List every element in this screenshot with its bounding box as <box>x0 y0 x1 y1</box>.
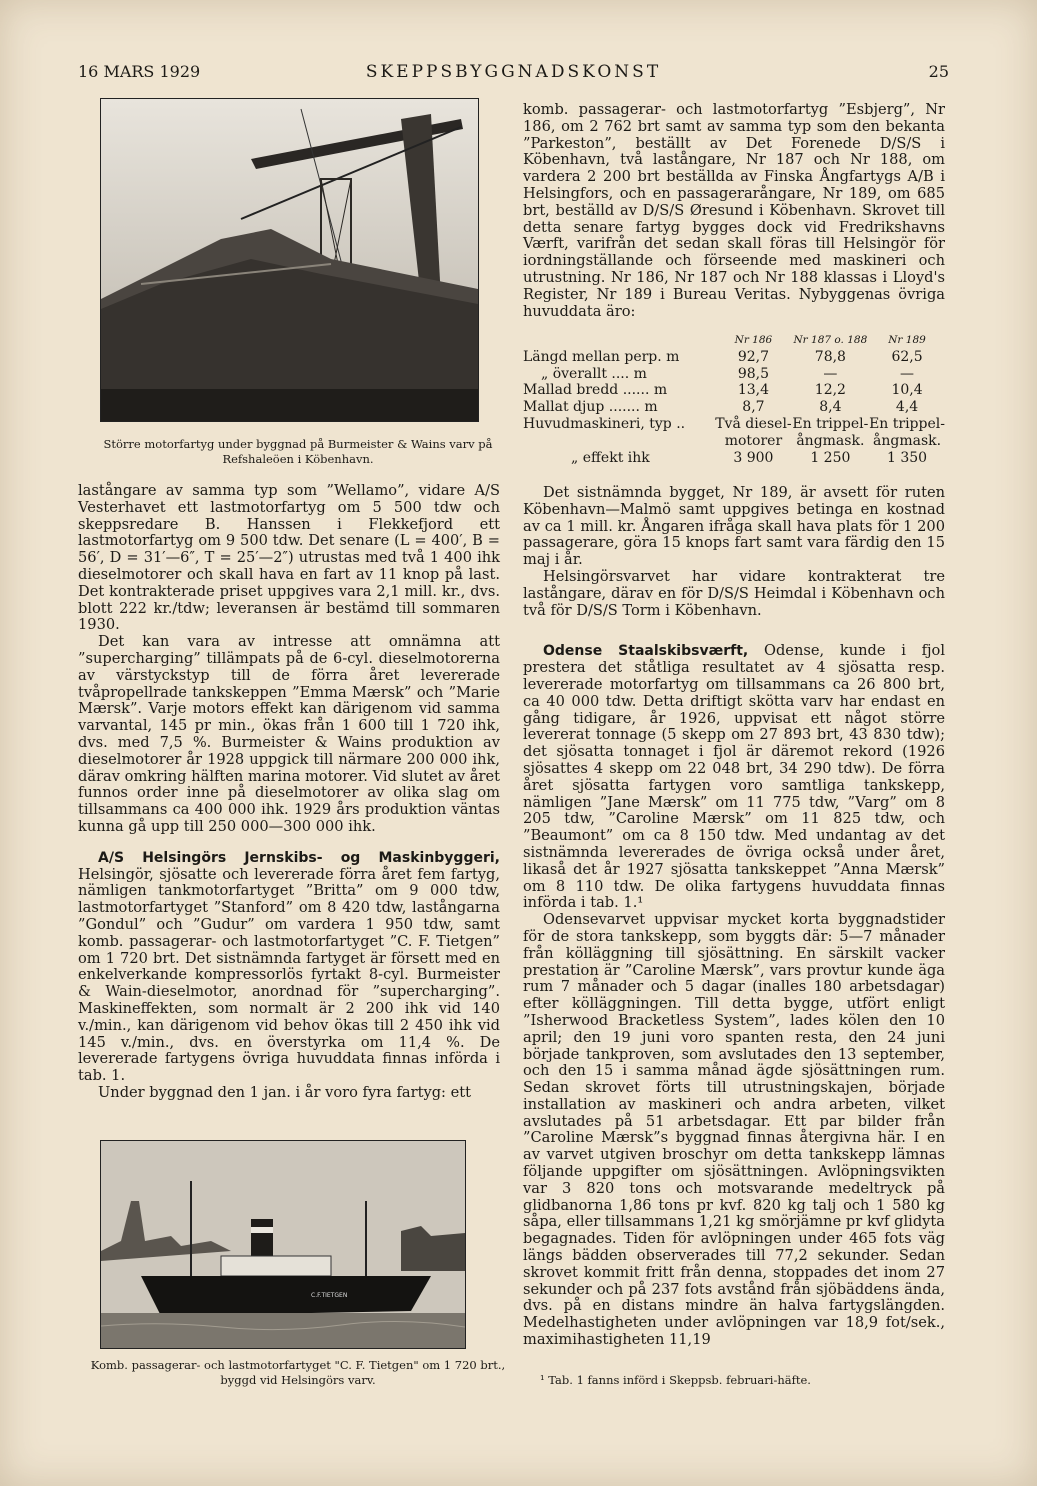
shipyard-illustration <box>101 99 478 421</box>
table-row <box>523 450 945 467</box>
table-row <box>523 382 945 399</box>
table-cell: 92,7 <box>737 348 770 365</box>
table-cell: motorer <box>724 432 783 449</box>
table-cell: Längd mellan perp. m <box>523 348 680 365</box>
table-cell: ångmask. <box>796 432 865 449</box>
left-paragraph-2: Det kan vara av intresse att omnämna att ”supercharging” tillämpats på de 6-cyl. dieselmotorerna av värstyckstyp till de förra året levererade tvåpropellrade tankskeppen ”Emma Mærsk” och ”Marie Mærsk”. Varje motors effekt kan därigenom vid samma varvantal, 145 pr min., ökas från 1 600 till 1 720 ihk, dvs. med 7,5 %. Burmeister & Wains produktion av dieselmotorer år 1928 uppgick till närmare 200 000 ihk, därav omkring hälften marina motorer. Vid slutet av året funnos order inne på dieselmotorer av olika slag om tillsammans ca 400 000 ihk. 1929 års produktion väntas kunna gå upp till 250 000—300 000 ihk. <box>78 633 500 835</box>
shipyard-photo <box>100 98 479 422</box>
issue-date: 16 MARS 1929 <box>78 62 201 81</box>
photo2-caption-line1: Komb. passagerar- och lastmotorfartyget "C. F. Tietgen" om 1 720 brt., <box>90 1358 506 1372</box>
table-cell: 12,2 <box>814 382 846 399</box>
right-column-bottom <box>523 485 945 1349</box>
ship-hull-name: C.F.TIETGEN <box>311 1292 348 1299</box>
table-cell: „ effekt ihk <box>571 449 650 466</box>
photo2-caption-line2: byggd vid Helsingörs varv. <box>220 1373 376 1387</box>
photo1-caption-line1: Större motorfartyg under byggnad på Burmeister & Wains varv på <box>103 437 493 451</box>
table-row <box>523 416 945 433</box>
table-cell: — <box>823 365 838 382</box>
odense-text: Odense, kunde i fjol prestera det ståtliga resultatet av 4 sjösatta resp. levererade motorfartyg om tillsammans ca 26 800 brt, ca 40 000 tdw. Detta driftigt skötta varv har endast en gång tidigare, år 1926, uppvisat ett något större levererat tonnage (5 skepp om 27 893 brt, 43 830 tdw); det sjösatta tonnaget i fjol är däremot rekord (1926 sjösattes 4 skepp om 22 048 brt, 34 290 tdw). De förra året sjösatta fartygen voro samtliga tankskepp, nämligen ”Jane Mærsk” om 11 775 tdw, ”Varg” om 8 205 tdw, ”Caroline Mærsk” om 11 825 tdw, och ”Beaumont” om ca 8 150 tdw. Med undantag av det sistnämnda levererades de övriga också under året, likaså det år 1927 sjösatta tankskeppet ”Anna Mærsk” om 8 110 tdw. De olika fartygens huvuddata finnas införda i tab. 1.¹ <box>523 642 945 912</box>
left-paragraph-1: lastångare av samma typ som ”Wellamo”, vidare A/S Vesterhavet ett lastmotorfartyg om 5 500 tdw och skeppsredare B. Hanssen i Flekkefjord ett lastmotorfartyg om 9 500 tdw. Det senare (L = 400′, B = 56′, D = 31′—6″, T = 25′—2″) utrustas med två 1 400 ihk dieselmotorer och skall hava en fart av 11 knop på last. Det kontrakterade priset uppgives vara 2,1 mill. kr., dvs. blott 222 kr./tdw; leveransen är bestämd till sommaren 1930. <box>78 482 500 634</box>
left-paragraph-3 <box>78 850 500 1085</box>
table-cell: 8,7 <box>742 399 765 416</box>
journal-title: SKEPPSBYGGNADSKONST <box>365 62 662 82</box>
table-cell: Mallat djup ....... m <box>523 399 658 416</box>
ship-data-table <box>523 332 945 466</box>
table-cell: 62,5 <box>891 348 923 365</box>
table-row <box>523 366 945 383</box>
table-cell: Två diesel- <box>715 415 792 432</box>
right-paragraph-3: Helsingörsvarvet har vidare kontrakterat tre lastångare, därav en för D/S/S Heimdal i Köbenhavn och två för D/S/S Torm i Köbenhavn. <box>523 567 945 619</box>
photo2-caption <box>78 1358 518 1388</box>
table-cell <box>523 433 715 450</box>
table-cell: 1 350 <box>886 449 928 466</box>
table-cell: Mallad bredd ...... m <box>523 382 668 399</box>
table-cell: 10,4 <box>891 382 923 399</box>
table-cell: En trippel- <box>792 415 869 432</box>
footnote: ¹ Tab. 1 fanns införd i Skeppsb. februari-häfte. <box>540 1373 811 1387</box>
odense-heading: Odense Staalskibsværft, <box>543 643 749 660</box>
right-paragraph-1: komb. passagerar- och lastmotorfartyg ”Esbjerg”, Nr 186, om 2 762 brt samt av samma typ som den bekanta ”Parkeston”, beställt av Det Forenede D/S/S i Köbenhavn, två lastångare, Nr 187 och Nr 188, om vardera 2 200 brt beställda av Finska Ångfartygs A/B i Helsingfors, och en passagerarångare, Nr 189, om 685 brt, beställd av D/S/S Øresund i Köbenhavn. Skrovet till detta senare fartyg bygges dock vid Fredrikshavns Værft, varifrån det sedan skall föras till Helsingör för iordningställande och förseende med maskineri och utrustning. Nr 186, Nr 187 och Nr 188 klassas i Lloyd's Register, Nr 189 i Bureau Veritas. Nybyggenas övriga huvuddata äro: <box>523 101 945 320</box>
table-row <box>523 399 945 416</box>
right-column-top <box>523 102 945 320</box>
page-header <box>78 62 949 86</box>
table-header-cell: Nr 186 <box>734 334 773 346</box>
table-cell: 3 900 <box>733 449 774 466</box>
ship-photo <box>100 1140 466 1349</box>
photo1-caption-line2: Refshaleöen i Köbenhavn. <box>222 452 374 466</box>
helsingor-heading: A/S Helsingörs Jernskibs- og Maskinbyggeri, <box>98 849 500 866</box>
left-paragraph-4: Under byggnad den 1 jan. i år voro fyra fartyg: ett <box>98 1083 471 1101</box>
table-header-row <box>523 332 945 349</box>
table-cell: 1 250 <box>810 449 851 466</box>
table-header-cell: Nr 189 <box>888 334 926 346</box>
left-column <box>78 483 500 1102</box>
table-cell: 13,4 <box>737 382 770 399</box>
table-cell: 78,8 <box>814 348 846 365</box>
right-paragraph-2: Det sistnämnda bygget, Nr 189, är avsett för ruten Köbenhavn—Malmö samt uppgives betinga en kostnad av ca 1 mill. kr. Ångaren ifråga skall hava plats för 1 200 passagerare, göra 15 knops fart samt vara färdig den 15 maj i år. <box>523 484 945 569</box>
table-cell: En trippel- <box>869 415 945 432</box>
table-cell: ångmask. <box>873 432 942 449</box>
table-row <box>523 433 945 450</box>
table-header-cell: Nr 187 o. 188 <box>793 334 868 346</box>
ship-illustration <box>101 1141 465 1348</box>
table-cell: — <box>900 365 915 382</box>
table-cell: 8,4 <box>819 399 842 416</box>
right-paragraph-4 <box>523 643 945 912</box>
table-cell: Huvudmaskineri, typ .. <box>523 415 686 432</box>
table-cell: „ överallt .... m <box>541 365 647 382</box>
table-cell: 4,4 <box>895 399 919 416</box>
photo1-caption <box>78 437 518 467</box>
right-paragraph-5: Odensevarvet uppvisar mycket korta byggnadstider för de stora tankskepp, som byggts där: 5—7 månader från kölläggning till sjösättning. En särskilt vacker prestation är ”Caroline Mærsk”, vars provtur kunde äga rum 7 månader och 5 dagar (inalles 180 arbetsdagar) efter kölläggningen. Till detta bygge, utfört enligt ”Isherwood Bracketless System”, lades kölen den 10 april; den 19 juni voro spanten resta, den 24 juni började tankproven, som avslutades den 13 september, och den 15 i samma månad ägde sjösättningen rum. Sedan skrovet förts till utrustningskajen, började installation av maskineri och andra arbeten, vilket avslutades på 51 arbetsdagar. Ett par bilder från ”Caroline Mærsk”s byggnad finnas återgivna här. I en av varvet utgiven broschyr om detta tankskepp lämnas följande uppgifter om sjösättningen. Avlöpningsvikten var 3 820 tons och motsvarande medeltryck på glidbanorna 1,86 tons pr kvf. 820 kg talj och 1 580 kg såpa, eller tillsammans 1,21 kg smörjämne pr kvf glidyta begagnades. Tiden för avlöpningen under 465 fots väg längs bädden observerades till 77,2 sekunder. Sedan skrovet kommit fritt från denna, stoppades det inom 27 sekunder och på 237 fots avstånd från sjöbäddens ända, dvs. på en distans mindre än halva fartygslängden. Medelhastigheten under avlöpningen var 18,9 fot/sek., maximihastigheten 11,19 <box>523 911 945 1349</box>
table-header-cell <box>523 332 715 349</box>
table-cell: 98,5 <box>737 365 770 382</box>
table-row <box>523 349 945 366</box>
page-number: 25 <box>928 62 949 81</box>
helsingor-text: Helsingör, sjösatte och levererade förra året fem fartyg, nämligen tankmotorfartyget ”Britta” om 9 000 tdw, lastmotorfartyget ”Stanford” om 8 420 tdw, lastångarna ”Gondul” och ”Gudur” om vardera 1 950 tdw, samt komb. passagerar- och lastmotorfartyget ”C. F. Tietgen” om 1 720 brt. Det sistnämnda fartyget är försett med en enkelverkande kompressorlös fyrtakt 8-cyl. Burmeister & Wain-dieselmotor, anordnad för ”supercharging”. Maskineffekten, som normalt är 2 200 ihk vid 140 v./min., kan därigenom vid behov ökas till 2 450 ihk vid 145 v./min., dvs. en överstyrka om 11,4 %. De levererade fartygens övriga huvuddata finnas införda i tab. 1. <box>78 865 500 1085</box>
